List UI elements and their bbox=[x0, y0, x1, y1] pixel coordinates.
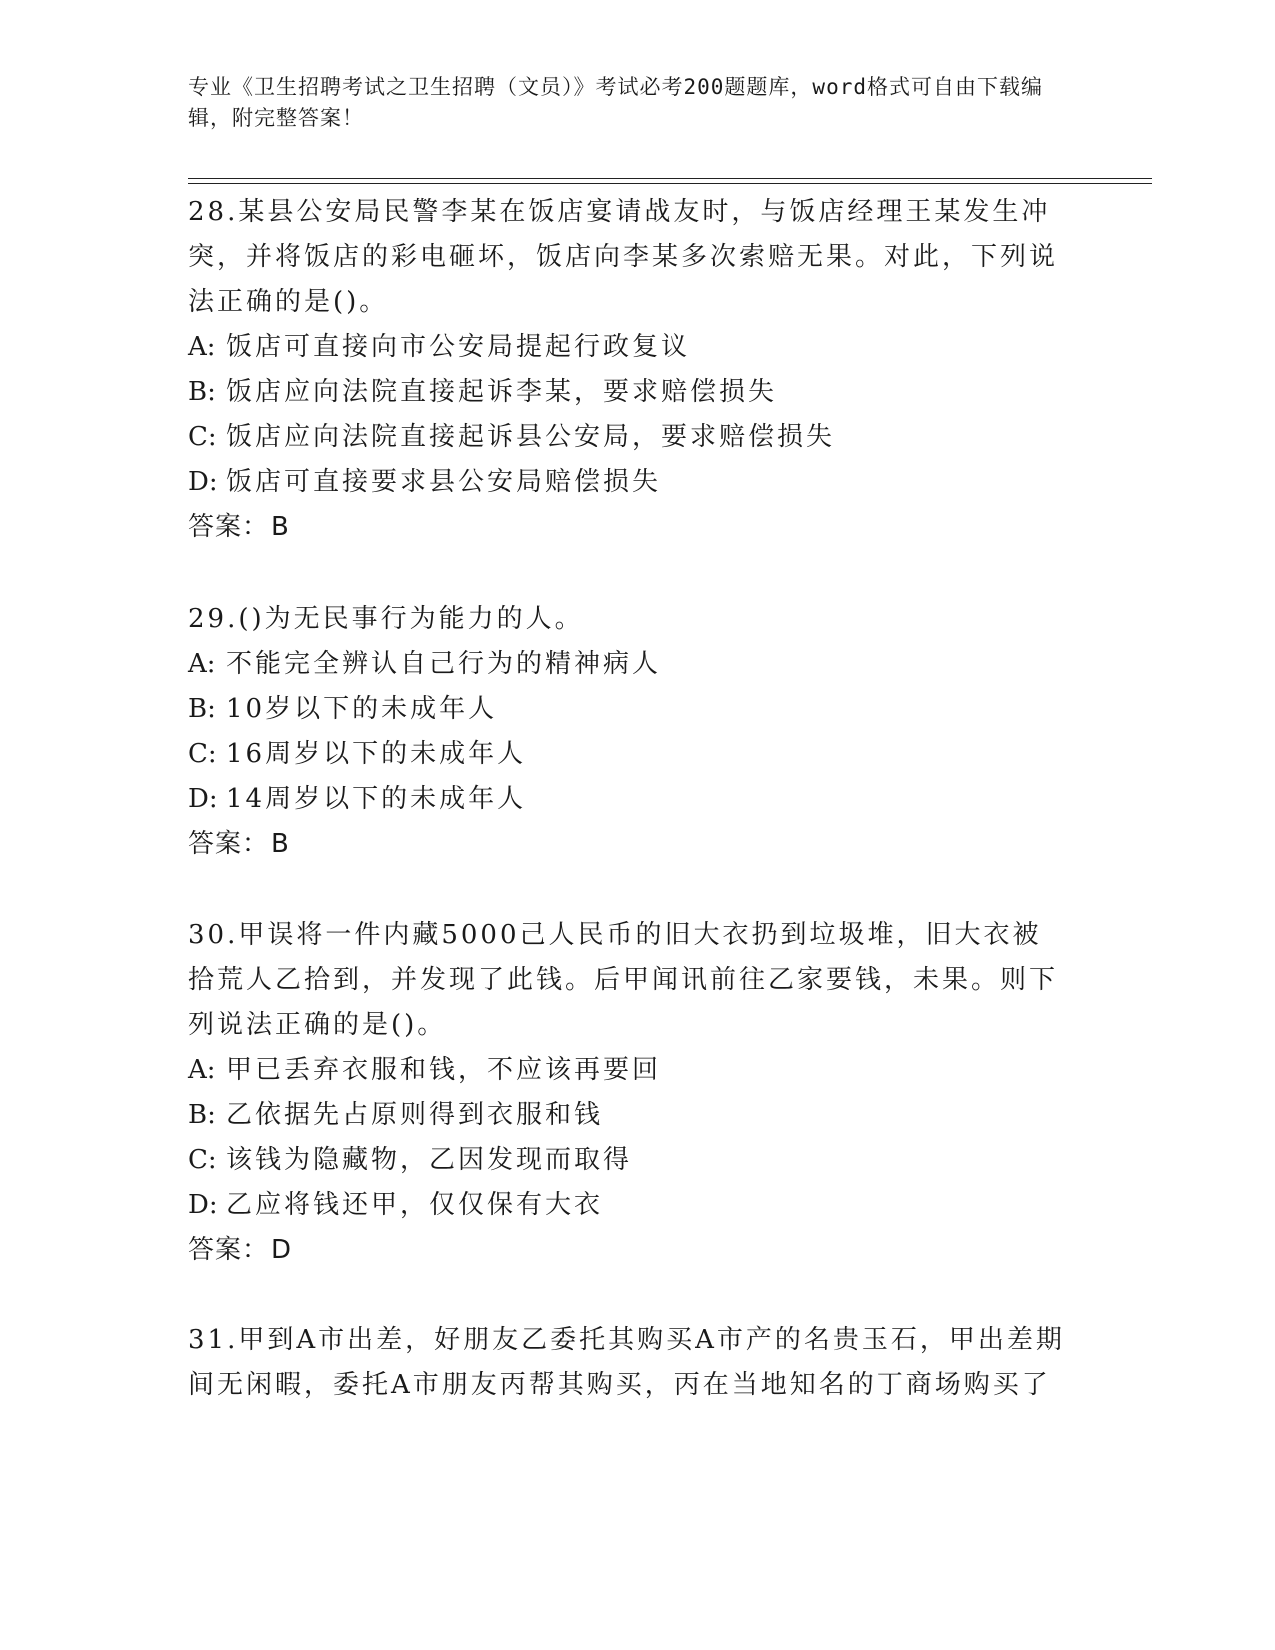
answer-line bbox=[188, 822, 1068, 867]
option-letter: A: bbox=[188, 649, 216, 679]
question-stem: 30.甲误将一件内藏5000己人民币的旧大衣扔到垃圾堆，旧大衣被拾荒人乙拾到，并发现了此钱。后甲闻讯前往乙家要钱，未果。则下列说法正确的是()。 bbox=[188, 920, 1059, 1040]
answer-label: 答案： bbox=[188, 829, 270, 859]
option-text: 饭店应向法院直接起诉李某，要求赔偿损失 bbox=[226, 377, 778, 407]
question-31 bbox=[188, 1318, 1068, 1408]
option-a bbox=[188, 325, 1068, 370]
option-letter: B: bbox=[188, 694, 216, 724]
option-letter: C: bbox=[188, 1145, 217, 1175]
option-text: 不能完全辨认自己行为的精神病人 bbox=[226, 649, 662, 679]
answer-line bbox=[188, 505, 1068, 550]
option-d bbox=[188, 460, 1068, 505]
option-letter: D: bbox=[188, 1190, 218, 1220]
question-stem: 31.甲到A市出差，好朋友乙委托其购买A市产的名贵玉石，甲出差期间无闲暇，委托A市朋友丙帮其购买，丙在当地知名的丁商场购买了 bbox=[188, 1325, 1065, 1400]
option-c bbox=[188, 415, 1068, 460]
document-header: 专业《卫生招聘考试之卫生招聘（文员）》考试必考200题题库，word格式可自由下载编辑，附完整答案！ bbox=[188, 75, 1043, 130]
option-text: 饭店可直接要求县公安局赔偿损失 bbox=[226, 467, 662, 497]
option-text: 饭店可直接向市公安局提起行政复议 bbox=[226, 332, 691, 362]
option-text: 乙应将钱还甲，仅仅保有大衣 bbox=[226, 1190, 604, 1220]
answer-label: 答案： bbox=[188, 512, 270, 542]
option-text: 乙依据先占原则得到衣服和钱 bbox=[226, 1100, 604, 1130]
option-letter: D: bbox=[188, 784, 218, 814]
answer-value: B bbox=[271, 829, 290, 859]
option-c bbox=[188, 1138, 1068, 1183]
option-d bbox=[188, 777, 1068, 822]
option-letter: A: bbox=[188, 1055, 216, 1085]
option-letter: C: bbox=[188, 739, 217, 769]
option-letter: D: bbox=[188, 467, 218, 497]
option-b bbox=[188, 370, 1068, 415]
option-d bbox=[188, 1183, 1068, 1228]
question-stem: 29.()为无民事行为能力的人。 bbox=[188, 604, 584, 634]
option-text: 10岁以下的未成年人 bbox=[226, 694, 498, 724]
option-b bbox=[188, 687, 1068, 732]
answer-value: B bbox=[271, 512, 290, 542]
question-29 bbox=[188, 597, 1068, 867]
question-28 bbox=[188, 190, 1068, 550]
answer-label: 答案： bbox=[188, 1235, 270, 1265]
option-a bbox=[188, 1048, 1068, 1093]
option-text: 16周岁以下的未成年人 bbox=[226, 739, 527, 769]
header-divider-bottom bbox=[188, 183, 1152, 184]
option-letter: C: bbox=[188, 422, 217, 452]
option-a bbox=[188, 642, 1068, 687]
option-text: 14周岁以下的未成年人 bbox=[226, 784, 527, 814]
answer-value: D bbox=[271, 1235, 293, 1265]
answer-line bbox=[188, 1228, 1068, 1273]
option-letter: B: bbox=[188, 377, 216, 407]
option-text: 该钱为隐藏物，乙因发现而取得 bbox=[226, 1145, 633, 1175]
option-text: 甲已丢弃衣服和钱，不应该再要回 bbox=[226, 1055, 662, 1085]
question-stem: 28.某县公安局民警李某在饭店宴请战友时，与饭店经理王某发生冲突，并将饭店的彩电砸坏，饭店向李某多次索赔无果。对此，下列说法正确的是()。 bbox=[188, 197, 1059, 317]
header-divider-top bbox=[188, 178, 1152, 179]
option-text: 饭店应向法院直接起诉县公安局，要求赔偿损失 bbox=[226, 422, 836, 452]
option-letter: B: bbox=[188, 1100, 216, 1130]
option-c bbox=[188, 732, 1068, 777]
question-30 bbox=[188, 913, 1068, 1273]
option-letter: A: bbox=[188, 332, 216, 362]
option-b bbox=[188, 1093, 1068, 1138]
